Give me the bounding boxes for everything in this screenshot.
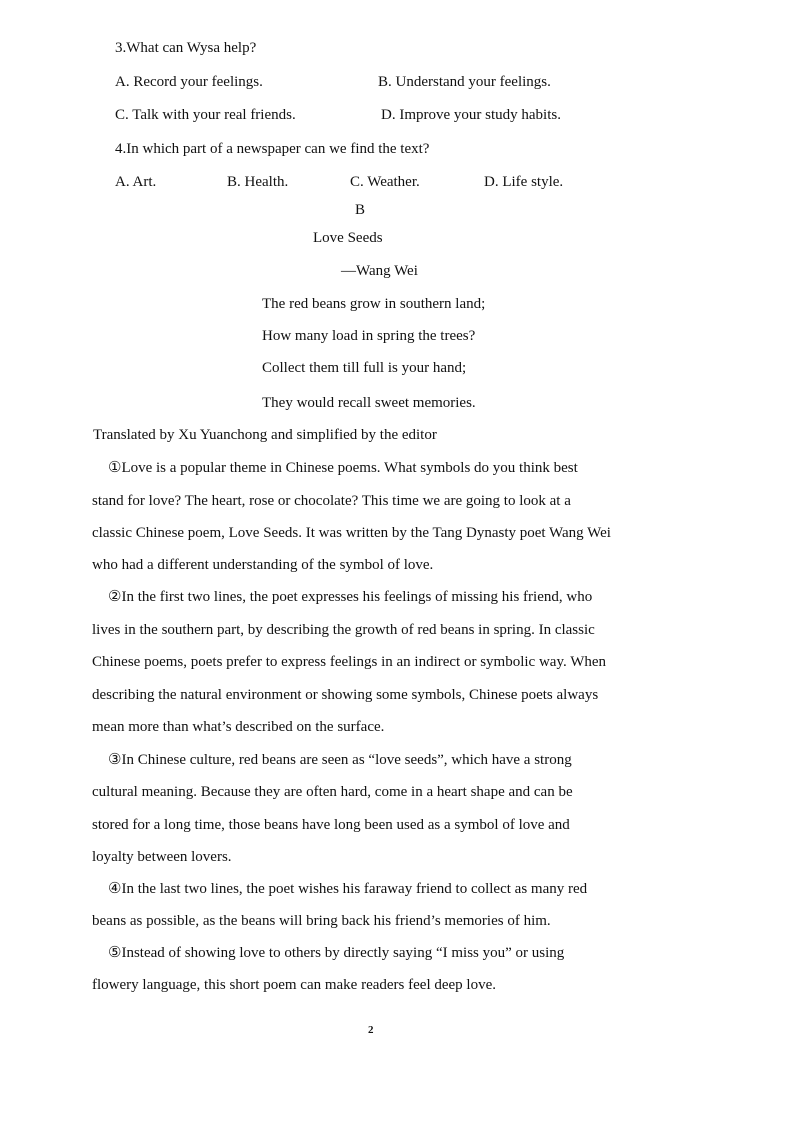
paragraph-2-line-3: Chinese poems, poets prefer to express feelings in an indirect or symbolic way. When: [92, 654, 607, 670]
paragraph-1-line-3: classic Chinese poem, Love Seeds. It was written by the Tang Dynasty poet Wang Wei: [92, 525, 611, 541]
q3-option-d: D. Improve your study habits.: [381, 107, 561, 123]
paragraph-3-line-2: cultural meaning. Because they are often hard, come in a heart shape and can be: [92, 784, 573, 800]
paragraph-2-line-5: mean more than what’s described on the surface.: [92, 719, 385, 735]
paragraph-3-line-3: stored for a long time, those beans have long been used as a symbol of love and: [92, 817, 570, 833]
paragraph-2-line-1: ②In the first two lines, the poet expresses his feelings of missing his friend, who: [108, 589, 593, 605]
paragraph-3-line-1: ③In Chinese culture, red beans are seen as “love seeds”, which have a strong: [108, 752, 572, 768]
poem-author: —Wang Wei: [341, 263, 418, 279]
poem-line-4: They would recall sweet memories.: [262, 395, 476, 411]
paragraph-5-line-2: flowery language, this short poem can make readers feel deep love.: [92, 977, 497, 993]
translation-credit: Translated by Xu Yuanchong and simplified by the editor: [93, 427, 437, 443]
paragraph-3-line-4: loyalty between lovers.: [92, 849, 232, 865]
page-number: 2: [368, 1024, 374, 1036]
paragraph-1-line-1: ①Love is a popular theme in Chinese poems. What symbols do you think best: [108, 460, 578, 476]
paragraph-4-line-1: ④In the last two lines, the poet wishes his faraway friend to collect as many red: [108, 881, 588, 897]
question-4: 4.In which part of a newspaper can we find the text?: [115, 141, 430, 157]
paragraph-4-line-2: beans as possible, as the beans will bring back his friend’s memories of him.: [92, 913, 551, 929]
q3-option-b: B. Understand your feelings.: [378, 74, 551, 90]
poem-line-2: How many load in spring the trees?: [262, 328, 476, 344]
section-label: B: [355, 202, 366, 218]
paragraph-2-line-4: describing the natural environment or showing some symbols, Chinese poets always: [92, 687, 599, 703]
q4-option-c: C. Weather.: [350, 174, 420, 190]
question-3: 3.What can Wysa help?: [115, 40, 257, 56]
paragraph-1-line-2: stand for love? The heart, rose or chocolate? This time we are going to look at a: [92, 493, 571, 509]
paragraph-2-line-2: lives in the southern part, by describing the growth of red beans in spring. In classic: [92, 622, 595, 638]
poem-line-1: The red beans grow in southern land;: [262, 296, 486, 312]
q4-option-b: B. Health.: [227, 174, 289, 190]
q3-option-a: A. Record your feelings.: [115, 74, 263, 90]
poem-line-3: Collect them till full is your hand;: [262, 360, 467, 376]
poem-title: Love Seeds: [313, 230, 383, 246]
paragraph-1-line-4: who had a different understanding of the symbol of love.: [92, 557, 434, 573]
q4-option-d: D. Life style.: [484, 174, 564, 190]
q3-option-c: C. Talk with your real friends.: [115, 107, 296, 123]
q4-option-a: A. Art.: [115, 174, 157, 190]
paragraph-5-line-1: ⑤Instead of showing love to others by directly saying “I miss you” or using: [108, 945, 565, 961]
